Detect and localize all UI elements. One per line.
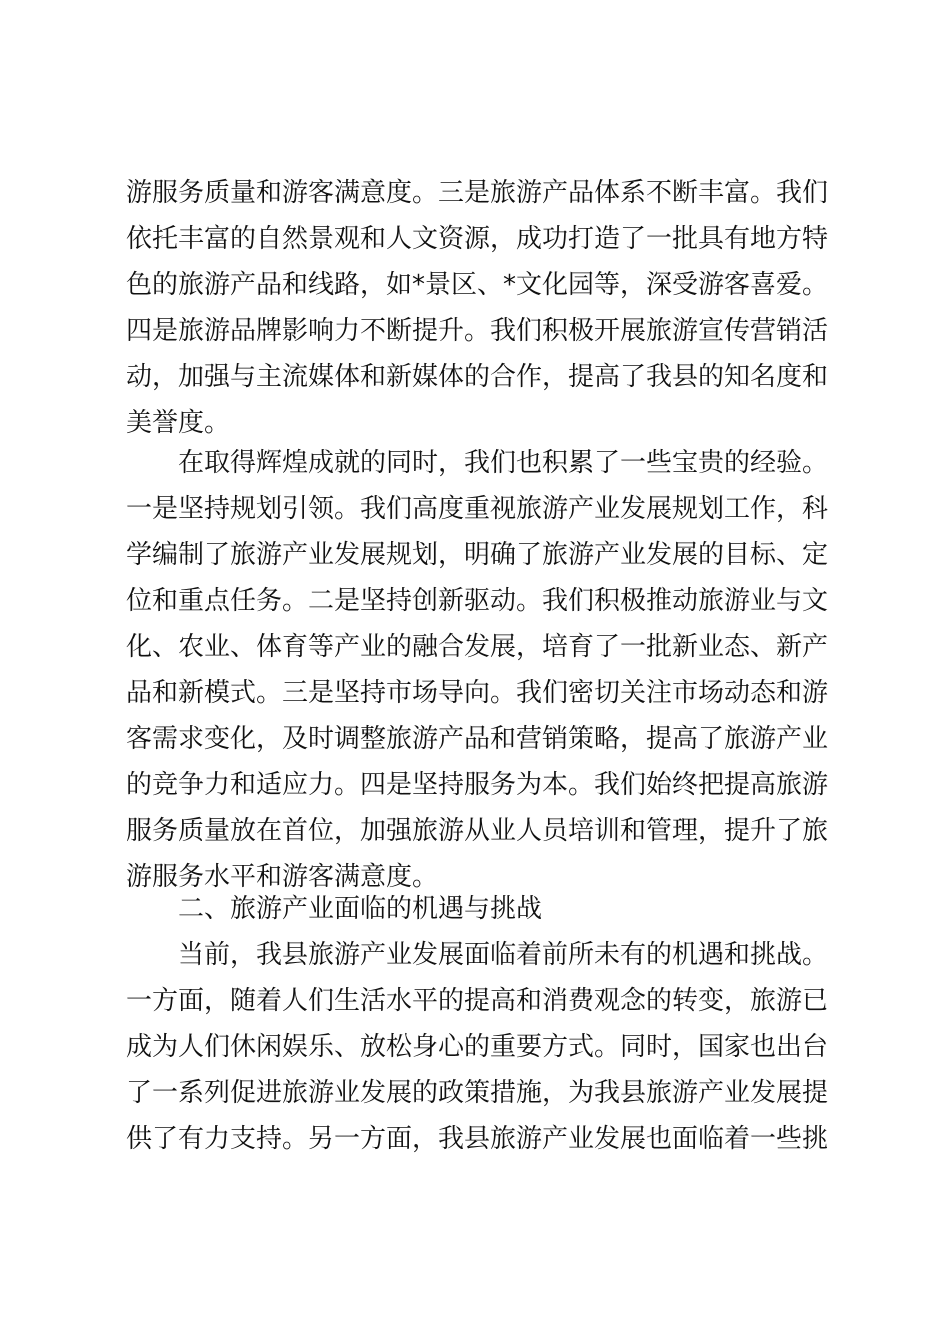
paragraph-line: 游服务质量和游客满意度。三是旅游产品体系不断丰富。我们 [126,178,829,208]
paragraph-line: 色的旅游产品和线路，如*景区、*文化园等，深受游客喜爱。 [126,270,829,300]
paragraph-line: 服务质量放在首位，加强旅游从业人员培训和管理，提升了旅 [126,816,829,846]
paragraph-line: 游服务水平和游客满意度。 [126,862,439,892]
paragraph-line: 了一系列促进旅游业发展的政策措施，为我县旅游产业发展提 [126,1078,829,1108]
paragraph-line: 在取得辉煌成就的同时，我们也积累了一些宝贵的经验。 [178,448,829,478]
paragraph-line: 客需求变化，及时调整旅游产品和营销策略，提高了旅游产业 [126,724,829,754]
paragraph-line: 位和重点任务。二是坚持创新驱动。我们积极推动旅游业与文 [126,586,829,616]
paragraph-line: 一是坚持规划引领。我们高度重视旅游产业发展规划工作，科 [126,494,829,524]
paragraph-1 [126,170,829,446]
paragraph-line: 当前，我县旅游产业发展面临着前所未有的机遇和挑战。 [178,940,829,970]
paragraph-line: 依托丰富的自然景观和人文资源，成功打造了一批具有地方特 [126,224,829,254]
paragraph-line: 四是旅游品牌影响力不断提升。我们积极开展旅游宣传营销活 [126,316,829,346]
paragraph-line: 学编制了旅游产业发展规划，明确了旅游产业发展的目标、定 [126,540,829,570]
paragraph-3 [126,932,829,1162]
section-heading-block [126,886,820,932]
paragraph-line: 动，加强与主流媒体和新媒体的合作，提高了我县的知名度和 [126,362,829,392]
section-heading: 二、旅游产业面临的机遇与挑战 [178,894,543,924]
paragraph-line: 供了有力支持。另一方面，我县旅游产业发展也面临着一些挑 [126,1124,829,1154]
paragraph-line: 品和新模式。三是坚持市场导向。我们密切关注市场动态和游 [126,678,829,708]
paragraph-line: 美誉度。 [126,408,231,438]
paragraph-2 [126,440,829,900]
paragraph-line: 的竞争力和适应力。四是坚持服务为本。我们始终把提高旅游 [126,770,829,800]
paragraph-line: 一方面，随着人们生活水平的提高和消费观念的转变，旅游已 [126,986,829,1016]
paragraph-line: 化、农业、体育等产业的融合发展，培育了一批新业态、新产 [126,632,829,662]
paragraph-line: 成为人们休闲娱乐、放松身心的重要方式。同时，国家也出台 [126,1032,829,1062]
